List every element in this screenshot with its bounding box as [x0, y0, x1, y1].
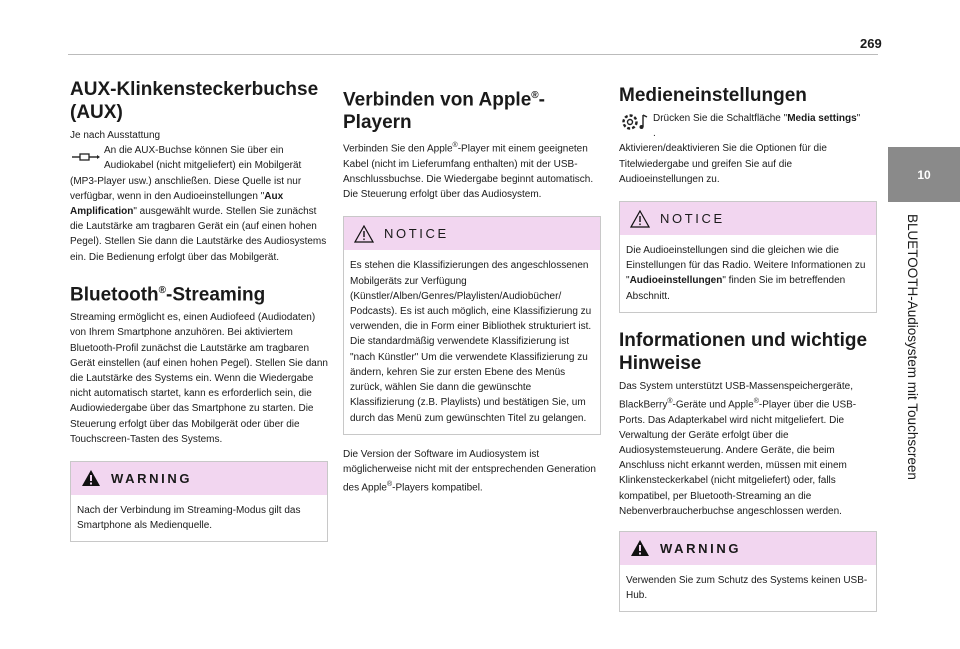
header-rule	[68, 54, 878, 55]
aux-icon-row	[70, 143, 328, 173]
notice-box-audio	[619, 201, 877, 313]
media-settings-heading: Medieneinstellungen	[619, 85, 807, 106]
chapter-title-text: BLUETOOTH-Audiosystem mit Touchscreen	[905, 214, 920, 480]
aux-heading: AUX-Klinkensteckerbuchse (AUX)	[70, 79, 319, 123]
warning-icon	[81, 469, 101, 487]
warning-text: Nach der Verbindung im Streaming-Modus gilt das Smartphone als Medienquelle.	[77, 504, 301, 532]
warning-icon	[630, 539, 650, 557]
warning-label: WARNING	[660, 540, 742, 556]
notice-text-audio: Die Audioeinstellungen sind die gleichen wie die Einstellungen für das Radio. Weitere Informationen zu "Audioeinstellungen" finden Sie im betreffenden Abschnitt.	[626, 245, 866, 302]
warning-box-usb	[619, 531, 877, 612]
media-settings-icon-row	[619, 111, 877, 141]
warning-label: WARNING	[111, 470, 193, 486]
bluetooth-heading: Bluetooth®-Streaming	[70, 284, 266, 306]
media-settings-icon	[619, 111, 649, 133]
notice-icon	[354, 225, 374, 243]
bluetooth-body: Streaming ermöglicht es, einen Audiofeed (Audiodaten) von Ihrem Smartphone anzuhören. Bei aktiviertem Bluetooth-Profil zunächst die Lautstärke am tragbaren Gerät einstellen (auf einen hohen Pegel). Stellen Sie dann die Lautstärke des Systems ein. Wenn die Wiedergabe nicht automatisch startet, kann es erforderlich sein, die Audiowiedergabe über das Smartphone zu starten. Die Steuerung erfolgt über das Mobilgerät oder über die Touchscreen-Tasten des Systems.	[70, 312, 328, 445]
info-heading: Informationen und wichtige Hinweise	[619, 329, 868, 374]
apple-heading: Verbinden von Apple®-Playern	[343, 89, 545, 134]
aux-icon-text: An die AUX-Buchse können Sie über ein Audiokabel (nicht mitgeliefert) ein Mobilgerät	[104, 145, 302, 172]
notice-icon	[630, 210, 650, 228]
chapter-title-vertical	[876, 214, 948, 499]
chapter-tab: 10	[888, 147, 960, 202]
apple-body: Verbinden Sie den Apple®-Player mit einem geeigneten Kabel (nicht im Lieferumfang enthalten) mit der USB-Anschlussbuchse. Die Wiedergabe beginnt automatisch. Die Steuerung erfolgt über das Audiosystem.	[343, 142, 594, 201]
column-middle	[343, 78, 601, 496]
aux-cable-icon	[70, 149, 100, 165]
warning-box-streaming	[70, 461, 328, 542]
column-left	[70, 78, 328, 542]
column-right	[619, 78, 877, 612]
notice-box-classification	[343, 216, 601, 434]
warning-header	[71, 462, 327, 495]
notice-header	[344, 217, 600, 250]
version-note: Die Version der Software im Audiosystem ist möglicherweise nicht mit der entsprechenden Generation des Apple®-Players kompatibel.	[343, 448, 596, 494]
media-settings-dot: .	[653, 128, 656, 140]
warning-text-usb: Verwenden Sie zum Schutz des Systems keinen USB-Hub.	[626, 574, 868, 602]
notice-header-audio	[620, 202, 876, 235]
notice-label: NOTICE	[660, 211, 725, 227]
warning-header-usb	[620, 532, 876, 565]
info-body: Das System unterstützt USB-Massenspeichergeräte, BlackBerry®-Geräte und Apple®-Player über die USB-Ports. Das Adapterkabel wird nicht mitgeliefert. Die Verwaltung der Geräte erfolgt über die Audiosystemsteuerung. Andere Geräte, die beim Anschluss nicht erkannt werden, müssen mit einem Klinkensteckerkabel (nicht mitgeliefert) oder, falls kompatibel, per Bluetooth-Streaming an die Nebenverbraucherbuchse angeschlossen werden.	[619, 380, 857, 517]
notice-text: Es stehen die Klassifizierungen des angeschlossenen Mobilgeräts zur Verfügung (Künstler/Alben/Genres/Playlisten/Audiobücher/ Podcasts). Es ist auch möglich, eine Klassifizierung zu verwenden, die in Form einer Bibliothek strukturiert ist. Die standardmäßig verwendete Klassifizierung ist "nach Künstler" Um die verwendete Klassifizierung zu ändern, kehren Sie zur ersten Ebene des Menüs zurück, wählen Sie dann die gewünschte Klassifizierung (z.B. Playlists) und bestätigen Sie, um durch das Menü zum gewünschten Titel zu gelangen.	[350, 260, 592, 424]
notice-label: NOTICE	[384, 226, 449, 242]
aux-equipment-note: Je nach Ausstattung	[70, 130, 161, 141]
aux-body: (MP3-Player usw.) anschließen. Diese Quelle ist nur verfügbar, wenn in den Audioeinstellungen "Aux Amplification" ausgewählt wurde. Stellen Sie zunächst die Lautstärke am tragbaren Gerät ein (auf einen hohen Pegel). Stellen Sie dann die Lautstärke des Audiosystems ein. Die Bedienung erfolgt über das Mobilgerät.	[70, 175, 327, 263]
media-settings-body: Aktivieren/deaktivieren Sie die Optionen für die Titelwiedergabe und greifen Sie auf die Audioeinstellungen zu.	[619, 143, 827, 185]
page-number: 269	[860, 36, 882, 51]
media-settings-instruction: Drücken Sie die Schaltfläche "Media settings"	[653, 113, 861, 124]
